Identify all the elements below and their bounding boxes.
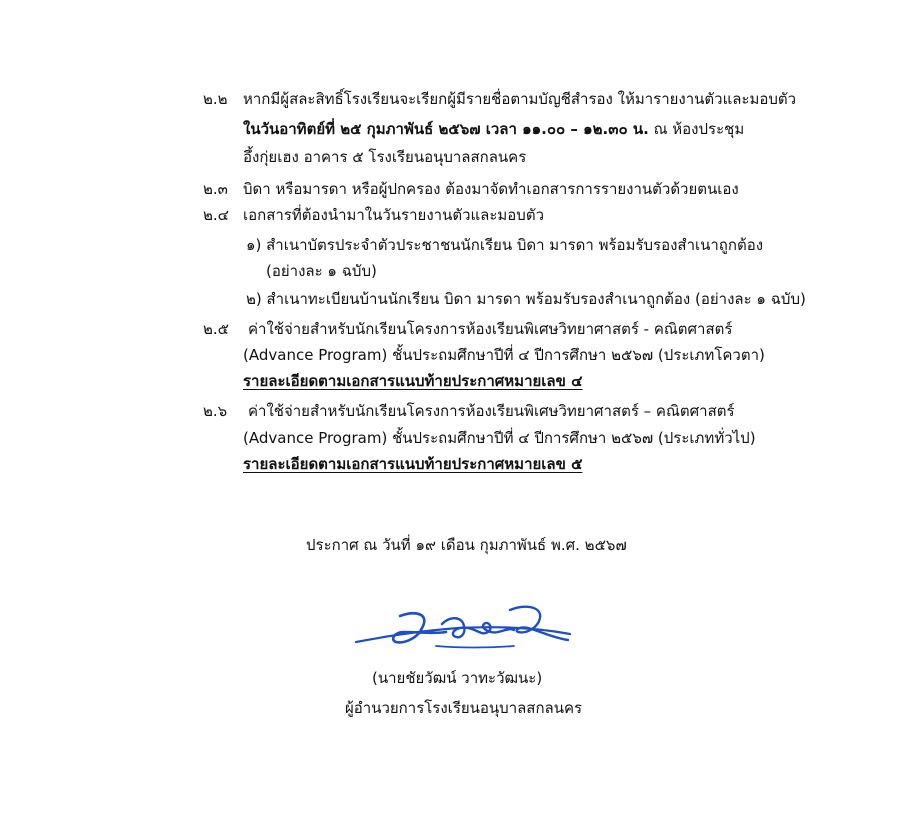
item-2-6-number: ๒.๖ [203, 402, 228, 420]
item-2-2-line-2 [243, 118, 744, 140]
item-2-5-number: ๒.๕ [203, 320, 230, 338]
item-2-5-line-1: ค่าใช้จ่ายสำหรับนักเรียนโครงการห้องเรียนพิเศษวิทยาศาสตร์ - คณิตศาสตร์ [248, 320, 733, 338]
item-2-4-sub-2: ๒) สำเนาทะเบียนบ้านนักเรียน บิดา มารดา พร้อมรับรองสำเนาถูกต้อง (อย่างละ ๑ ฉบับ) [246, 290, 806, 308]
item-2-4-number: ๒.๔ [203, 206, 230, 224]
item-2-3-text: บิดา หรือมารดา หรือผู้ปกครอง ต้องมาจัดทำเอกสารการรายงานตัวด้วยตนเอง [243, 180, 739, 198]
item-2-5-attachment-ref: รายละเอียดตามเอกสารแนบท้ายประกาศหมายเลข ๔ [243, 372, 583, 390]
item-2-4-sub-1-line-2: (อย่างละ ๑ ฉบับ) [266, 262, 377, 280]
item-2-6-line-2: (Advance Program) ชั้นประถมศึกษาปีที่ ๔ ปีการศึกษา ๒๕๖๗ (ประเภททั่วไป) [243, 429, 756, 447]
signature-image [338, 598, 578, 658]
item-2-2-venue: ณ ห้องประชุม [648, 120, 745, 138]
item-2-6-attachment-ref: รายละเอียดตามเอกสารแนบท้ายประกาศหมายเลข ๕ [243, 455, 583, 473]
signer-name: (นายชัยวัฒน์ วาทะวัฒนะ) [372, 669, 543, 687]
signer-title: ผู้อำนวยการโรงเรียนอนุบาลสกลนคร [345, 699, 583, 717]
item-2-2-number: ๒.๒ [203, 90, 228, 108]
item-2-5-line-2: (Advance Program) ชั้นประถมศึกษาปีที่ ๔ ปีการศึกษา ๒๕๖๗ (ประเภทโควตา) [243, 346, 765, 364]
item-2-6-line-1: ค่าใช้จ่ายสำหรับนักเรียนโครงการห้องเรียนพิเศษวิทยาศาสตร์ – คณิตศาสตร์ [248, 402, 735, 420]
item-2-2-line-3: อึ้งกุ่ยเฮง อาคาร ๕ โรงเรียนอนุบาลสกลนคร [243, 148, 527, 166]
item-2-2-date-time: ในวันอาทิตย์ที่ ๒๕ กุมภาพันธ์ ๒๕๖๗ เวลา ๑๑.๐๐ – ๑๒.๓๐ น. [243, 120, 649, 138]
item-2-3-number: ๒.๓ [203, 180, 228, 198]
item-2-2-line-1: หากมีผู้สละสิทธิ์โรงเรียนจะเรียกผู้มีรายชื่อตามบัญชีสำรอง ให้มารายงานตัวและมอบตัว [243, 90, 797, 108]
item-2-4-sub-1-line-1: ๑) สำเนาบัตรประจำตัวประชาชนนักเรียน บิดา มารดา พร้อมรับรองสำเนาถูกต้อง [246, 236, 764, 254]
announcement-date [306, 534, 627, 556]
announcement-date-text: ประกาศ ณ วันที่ ๑๙ เดือน กุมภาพันธ์ พ.ศ. ๒๕๖๗ [306, 536, 627, 554]
item-2-4-text: เอกสารที่ต้องนำมาในวันรายงานตัวและมอบตัว [243, 206, 544, 224]
